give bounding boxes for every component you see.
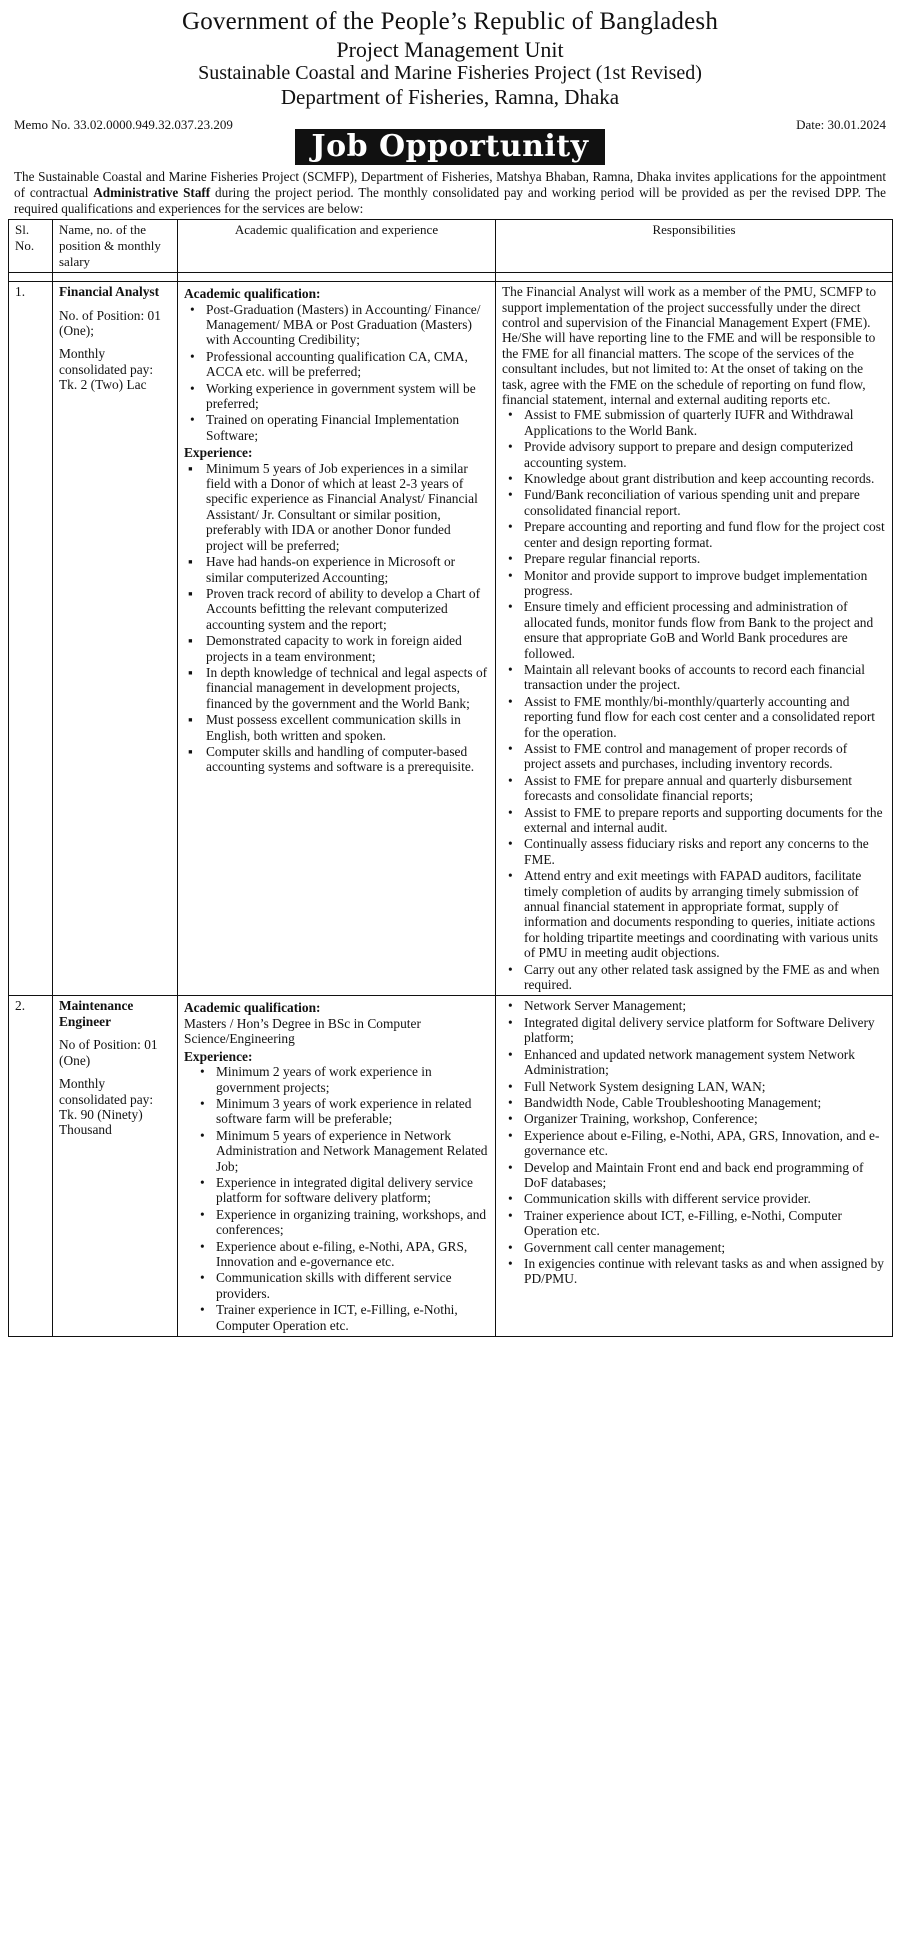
list-item: • Experience in organizing training, workshops, and conferences; (216, 1207, 489, 1238)
intro-text-2: during the project period. The monthly consolidated pay and working period will be provided as per the revised DPP. The required qualifications and experiences for the services are below: (14, 185, 886, 217)
row-sl: 2. (9, 996, 53, 1337)
list-item: • Experience about e-filing, e-Nothi, APA, GRS, Innovation and e-governance etc. (216, 1239, 489, 1270)
position-count: No of Position: 01 (One) (59, 1037, 158, 1068)
responsibilities-list (502, 998, 886, 1286)
list-item: • Ensure timely and efficient processing and administration of allocated funds, monitor funds flow from Bank to the project and ensure that appropriate GoB and World Bank procedures are followed. (524, 599, 886, 661)
responsibilities-cell (496, 282, 893, 996)
list-item: • Communication skills with different service provider. (524, 1191, 886, 1206)
position-salary: Monthly consolidated pay: Tk. 2 (Two) Lac (59, 346, 154, 393)
title-wrap (8, 129, 892, 165)
list-item: • Continually assess fiduciary risks and report any concerns to the FME. (524, 836, 886, 867)
list-item: • Network Server Management; (524, 998, 886, 1013)
header-sl: Sl. No. (9, 220, 53, 273)
list-item: • Fund/Bank reconciliation of various spending unit and prepare consolidated financial report. (524, 487, 886, 518)
qualification-cell (178, 282, 496, 996)
spacer-row (9, 273, 893, 282)
list-item: ▪ Have had hands-on experience in Microsoft or similar computerized Accounting; (206, 554, 489, 585)
list-item: • Develop and Maintain Front end and back end programming of DoF databases; (524, 1160, 886, 1191)
project-name: Sustainable Coastal and Marine Fisheries Project (1st Revised) (198, 62, 702, 85)
list-item: • Minimum 5 years of experience in Network Administration and Network Management Related Job; (216, 1128, 489, 1174)
page-title: Job Opportunity (295, 129, 604, 165)
qualification-text: Masters / Hon’s Degree in BSc in Computer Science/Engineering (184, 1015, 421, 1047)
list-item: ▪ Must possess excellent communication skills in English, both written and spoken. (206, 712, 489, 743)
list-item: • Minimum 3 years of work experience in related software farm will be preferable; (216, 1096, 489, 1127)
list-item: • In exigencies continue with relevant tasks as and when assigned by PD/PMU. (524, 1256, 886, 1287)
list-item: • Provide advisory support to prepare and design computerized accounting system. (524, 439, 886, 470)
letterhead (8, 8, 892, 109)
list-item: • Assist to FME monthly/bi-monthly/quarterly accounting and reporting fund flow for each cost center and a consolidated report for the operation. (524, 694, 886, 740)
memo-date: Date: 30.01.2024 (796, 117, 886, 133)
qualification-cell (178, 996, 496, 1337)
position-salary: Monthly consolidated pay: Tk. 90 (Ninety) Thousand (59, 1076, 154, 1138)
positions-table (8, 219, 893, 1337)
list-item: • Post-Graduation (Masters) in Accounting/ Finance/ Management/ MBA or Post Graduation (Masters) with Accounting Credibility; (206, 302, 489, 348)
table-row (9, 996, 893, 1337)
list-item: • Experience about e-Filing, e-Nothi, APA, GRS, Innovation, and e-governance etc. (524, 1128, 886, 1159)
intro-text-1: The Sustainable Coastal and Marine Fisheries Project (SCMFP), Department of Fisheries, Matshya Bhaban, Ramna, Dhaka invites applications for the appointment of contractual (14, 169, 886, 201)
list-item: • Integrated digital delivery service platform for Software Delivery platform; (524, 1015, 886, 1046)
list-item: • Prepare regular financial reports. (524, 551, 886, 566)
list-item: • Carry out any other related task assigned by the FME as and when required. (524, 962, 886, 993)
position-cell (53, 996, 178, 1337)
list-item: • Professional accounting qualification CA, CMA, ACCA etc. will be preferred; (206, 349, 489, 380)
list-item: • Minimum 2 years of work experience in government projects; (216, 1064, 489, 1095)
position-title: Financial Analyst (59, 284, 160, 300)
responsibilities-intro: The Financial Analyst will work as a member of the PMU, SCMFP to support implementation of the project successfully under the direct control and supervision of the Financial Management Expert (FME). He/She will have reporting line to the FME and will be responsible to the FME for all financial matters. The scope of the services of the consultant includes, but not limited to: At the onset of taking on the task, agree with the FME on the schedule of reporting on fund flow, financial statement, internal and external auditing reports etc. (502, 284, 877, 408)
list-item: ▪ Computer skills and handling of computer-based accounting systems and software is a prerequisite. (206, 744, 489, 775)
list-item: • Assist to FME for prepare annual and quarterly disbursement forecasts and consolidate financial reports; (524, 773, 886, 804)
header-qualification: Academic qualification and experience (178, 220, 496, 273)
intro-paragraph (14, 169, 886, 217)
position-title: Maintenance Engineer (59, 998, 134, 1029)
list-item: • Trainer experience in ICT, e-Filling, e-Nothi, Computer Operation etc. (216, 1302, 489, 1333)
list-item: • Maintain all relevant books of accounts to record each financial transaction under the project. (524, 662, 886, 693)
row-sl: 1. (9, 282, 53, 996)
experience-list (184, 461, 489, 775)
list-item: • Communication skills with different service providers. (216, 1270, 489, 1301)
list-item: • Assist to FME submission of quarterly IUFR and Withdrawal Applications to the World Bank. (524, 407, 886, 438)
list-item: • Trainer experience about ICT, e-Filling, e-Nothi, Computer Operation etc. (524, 1208, 886, 1239)
experience-heading: Experience: (184, 1048, 253, 1064)
memo-number: Memo No. 33.02.0000.949.32.037.23.209 (14, 117, 233, 133)
position-count: No. of Position: 01 (One); (59, 307, 161, 338)
header-responsibilities: Responsibilities (496, 220, 893, 273)
list-item: • Assist to FME to prepare reports and supporting documents for the external and internal audit. (524, 805, 886, 836)
unit-name: Project Management Unit (336, 36, 564, 62)
qualification-list (184, 302, 489, 444)
responsibilities-list (502, 407, 886, 992)
list-item: • Working experience in government system will be preferred; (206, 381, 489, 412)
header-name: Name, no. of the position & monthly salary (53, 220, 178, 273)
list-item: • Attend entry and exit meetings with FAPAD auditors, facilitate timely completion of audits by arranging timely submission of annual financial statement in appropriate format, supply of information and documents responding to queries, initiate actions for holding tripartite meetings and coordinating with various units of PMU in meeting audit objections. (524, 868, 886, 960)
qualification-heading: Academic qualification: (184, 1000, 321, 1016)
list-item: • Enhanced and updated network management system Network Administration; (524, 1047, 886, 1078)
list-item: • Prepare accounting and reporting and fund flow for the project cost center and design reporting format. (524, 519, 886, 550)
table-header-row (9, 220, 893, 273)
list-item: ▪ Minimum 5 years of Job experiences in a similar field with a Donor of which at least 2-3 years of specific experience as Financial Analyst/ Financial Assistant/ Jr. Consultant or similar position, preferably with IDA or another Donor funded project will be preferred; (206, 461, 489, 553)
intro-bold: Administrative Staff (93, 185, 211, 201)
experience-list (184, 1064, 489, 1333)
table-row (9, 282, 893, 996)
experience-heading: Experience: (184, 445, 253, 461)
list-item: • Knowledge about grant distribution and keep accounting records. (524, 471, 886, 486)
list-item: • Government call center management; (524, 1240, 886, 1255)
list-item: • Full Network System designing LAN, WAN; (524, 1079, 886, 1094)
department-name: Department of Fisheries, Ramna, Dhaka (280, 85, 620, 110)
list-item: ▪ Demonstrated capacity to work in foreign aided projects in a team environment; (206, 633, 489, 664)
list-item: • Monitor and provide support to improve budget implementation progress. (524, 568, 886, 599)
position-cell (53, 282, 178, 996)
responsibilities-cell (496, 996, 893, 1337)
list-item: • Experience in integrated digital delivery service platform for software delivery platform; (216, 1175, 489, 1206)
list-item: ▪ In depth knowledge of technical and legal aspects of financial management in development projects, financed by the government and the World Bank; (206, 665, 489, 711)
government-name: Government of the People’s Republic of Bangladesh (181, 8, 719, 35)
list-item: • Organizer Training, workshop, Conference; (524, 1111, 886, 1126)
list-item: • Bandwidth Node, Cable Troubleshooting Management; (524, 1095, 886, 1110)
list-item: • Trained on operating Financial Implementation Software; (206, 412, 489, 443)
list-item: ▪ Proven track record of ability to develop a Chart of Accounts befitting the relevant computerized accounting system and the report; (206, 586, 489, 632)
list-item: • Assist to FME control and management of proper records of project assets and purchases, including inventory records. (524, 741, 886, 772)
qualification-heading: Academic qualification: (184, 286, 321, 302)
